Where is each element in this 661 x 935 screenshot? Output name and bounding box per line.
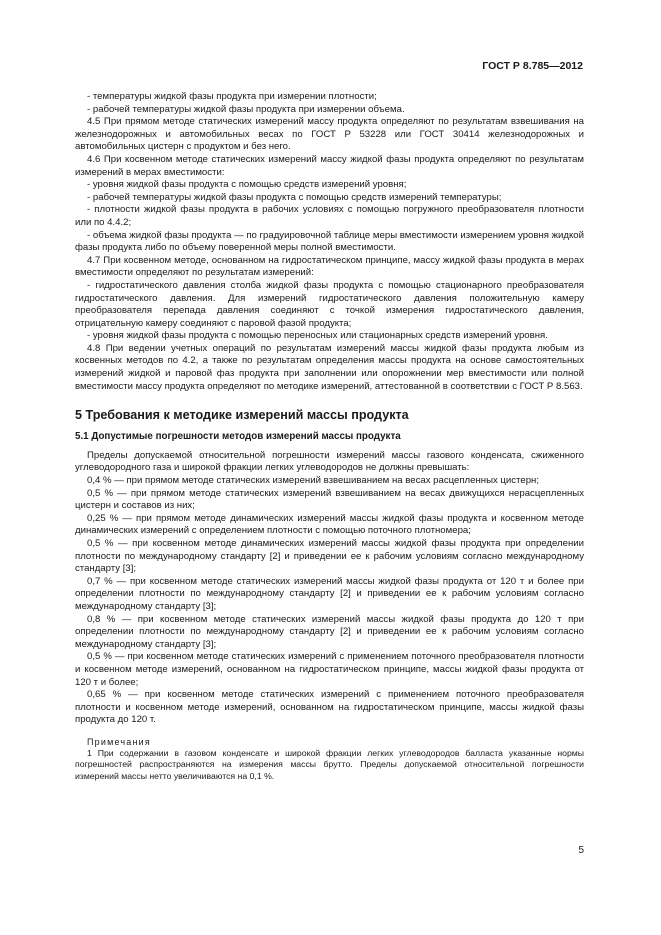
paragraph-bottom-8: 0,65 % — при косвенном методе статических измерений с применением поточного преобразователя плотности и косвенном методе измерений, основанном на гидростатическом принципе, массы жидкой фазы продукта до 120 т.	[75, 689, 584, 726]
page-number: 5	[578, 845, 584, 856]
note-1: 1 При содержании в газовом конденсате и широкой фракции легких углеводородов балласта указанные нормы погрешностей распространяются на измерения массы брутто. Пределы допускаемой относительной погрешности измерений массы нетто увеличиваются на 0,1 %.	[75, 747, 584, 781]
paragraph-bottom-0: Пределы допускаемой относительной погрешности измерений массы газового конденсата, сжиженного углеводородного газа и широкой фракции легких углеводородов не должны превышать:	[75, 449, 584, 474]
clause-4-continuation	[75, 91, 584, 393]
section-title: 5 Требования к методике измерений массы продукта	[75, 408, 409, 423]
paragraph-top-5: - рабочей температуры жидкой фазы продукта с помощью средств измерений температуры;	[87, 191, 502, 203]
paragraph-top-6: - плотности жидкой фазы продукта в рабочих условиях с помощью погружного преобразователя плотности или по 4.4.2;	[75, 204, 584, 228]
paragraph-bottom-1: 0,4 % — при прямом методе статических измерений взвешиванием на весах расцепленных цистерн;	[87, 475, 540, 487]
paragraph-top-7: - объема жидкой фазы продукта — по градуировочной таблице меры вместимости измерением уровня жидкой фазы продукта либо по объему поверенной меры полной вместимости.	[75, 229, 584, 254]
paragraph-bottom-7: 0,5 % — при косвенном методе статических измерений с применением поточного преобразователя плотности и косвенном методе измерений, основанном на гидростатическом принципе, массы жидкой фазы продукта от 120 т и более;	[75, 651, 584, 688]
notes-label: Примечания	[87, 736, 151, 747]
paragraph-bottom-2: 0,5 % — при прямом методе статических измерений взвешиванием на весах движущихся нерасцепленных цистерн и составов из них;	[75, 487, 584, 512]
paragraph-top-2: 4.5 При прямом методе статических измерений массу продукта определяют по результатам взвешивания на железнодорожных и автомобильных весах по ГОСТ Р 53228 или ГОСТ 30414 железнодорожных и автомобильных цистерн с продуктом и без него.	[75, 116, 584, 153]
paragraph-top-11: 4.8 При ведении учетных операций по результатам измерений массы жидкой фазы продукта любым из косвенных методов по 4.2, а также по результатам определения массы продукта на основе самостоятельных измерений жидкой и паровой фаз продукта при заполнении или опорожнении мер вместимости или полной вместимости массу продукта определяют по методике измерений, аттестованной в соответствии с ГОСТ Р 8.563.	[75, 342, 584, 392]
standard-header: ГОСТ Р 8.785—2012	[482, 60, 583, 72]
paragraph-bottom-4: 0,5 % — при косвенном методе динамических измерений массы жидкой фазы продукта при определении плотности по международному стандарту [2] и приведении ее к рабочим условиям согласно международному стандарту [3];	[75, 538, 584, 575]
subsection-title: 5.1 Допустимые погрешности методов измерений массы продукта	[75, 431, 401, 443]
page-body	[75, 91, 584, 782]
paragraph-top-8: 4.7 При косвенном методе, основанном на гидростатическом принципе, массу жидкой фазы продукта в мерах вместимости определяют по результатам измерений:	[75, 254, 584, 279]
paragraph-bottom-5: 0,7 % — при косвенном методе статических измерений массы жидкой фазы продукта от 120 т и более при определении плотности по международному стандарту [2] и приведении ее к рабочим условиям согласно международному стандарту [3];	[75, 575, 584, 612]
paragraph-top-1: - рабочей температуры жидкой фазы продукта при измерении объема.	[87, 103, 405, 115]
paragraph-top-0: - температуры жидкой фазы продукта при измерении плотности;	[87, 91, 377, 102]
error-limits-list	[75, 450, 584, 727]
paragraph-top-4: - уровня жидкой фазы продукта с помощью средств измерений уровня;	[87, 179, 407, 191]
paragraph-top-10: - уровня жидкой фазы продукта с помощью переносных или стационарных средств измерений уровня.	[87, 330, 548, 342]
paragraph-top-9: - гидростатического давления столба жидкой фазы продукта с помощью стационарного преобразователя гидростатического давления. Для измерений гидростатического давления положительную камеру преобразователя перепада давления соединяют с точкой измерения гидростатического давления, отрицательную камеру соединяют с паровой фазой продукта;	[75, 279, 584, 329]
paragraph-bottom-6: 0,8 % — при косвенном методе статических измерений массы жидкой фазы продукта до 120 т при определении плотности по международному стандарту [2] и приведении ее к рабочим условиям согласно международному стандарту [3];	[75, 613, 584, 650]
paragraph-top-3: 4.6 При косвенном методе статических измерений массу жидкой фазы продукта определяют по результатам измерений в мерах вместимости:	[75, 153, 584, 178]
paragraph-bottom-3: 0,25 % — при прямом методе динамических измерений массы жидкой фазы продукта и косвенном методе динамических измерений с определением плотности с помощью поточного плотномера;	[75, 512, 584, 537]
